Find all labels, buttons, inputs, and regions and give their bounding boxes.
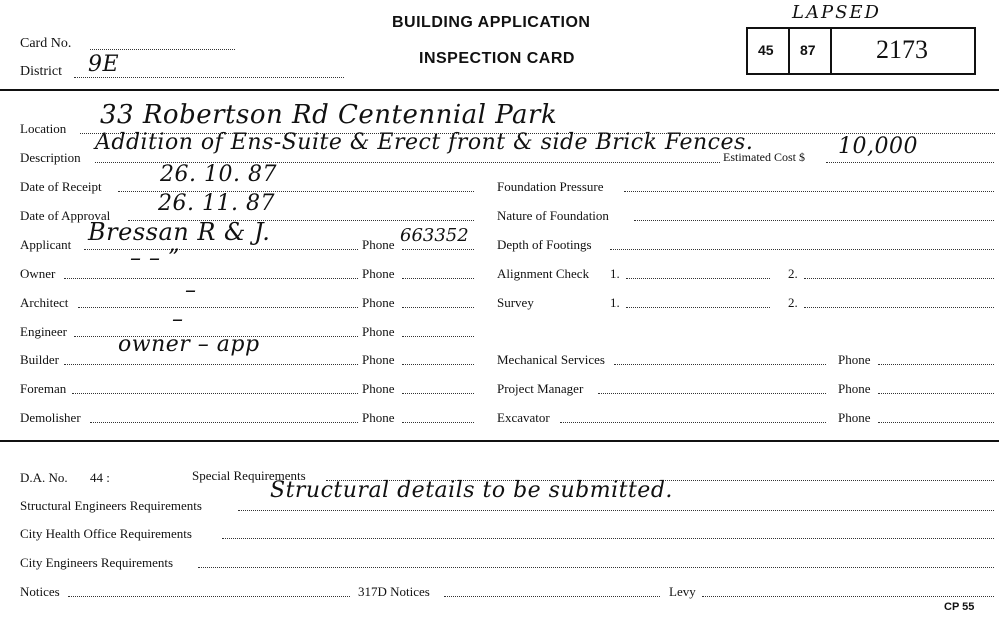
form-code: CP 55 [944, 601, 975, 613]
form-title-line1: BUILDING APPLICATION [392, 14, 591, 31]
date-receipt-label: Date of Receipt [20, 179, 102, 194]
footer-rule [0, 440, 999, 442]
engineer-value: – [172, 307, 184, 332]
architect-value: – [185, 278, 197, 303]
box-cell-2: 87 [800, 42, 816, 58]
project-manager-phone-label: Phone [838, 381, 871, 396]
applicant-phone-line [402, 249, 474, 250]
builder-label: Builder [20, 352, 59, 367]
mechanical-services-line [614, 364, 826, 365]
mechanical-services-phone-label: Phone [838, 352, 871, 367]
mechanical-services-label: Mechanical Services [497, 352, 605, 367]
owner-phone-line [402, 278, 474, 279]
date-receipt-value: 26. 10. 87 [160, 162, 277, 187]
owner-label: Owner [20, 266, 56, 281]
applicant-label: Applicant [20, 237, 72, 252]
box-cell-1: 45 [758, 42, 774, 58]
box-divider-1 [788, 29, 790, 73]
da-no-value: 44 : [90, 470, 110, 485]
demolisher-line [90, 422, 358, 423]
district-value: 9E [88, 52, 120, 77]
foreman-phone-label: Phone [362, 381, 395, 396]
alignment-check-1-line [626, 278, 770, 279]
demolisher-phone-line [402, 422, 474, 423]
alignment-check-1: 1. [610, 266, 620, 281]
location-value: 33 Robertson Rd Centennial Park [100, 100, 558, 130]
owner-line [64, 278, 358, 279]
notices-317d-label: 317D Notices [358, 584, 430, 599]
foreman-phone-line [402, 393, 474, 394]
project-manager-phone-line [878, 393, 994, 394]
description-value: Addition of Ens-Suite & Erect front & side Brick Fences. [95, 130, 754, 155]
project-manager-line [598, 393, 826, 394]
architect-label: Architect [20, 295, 69, 310]
special-requirements-label: Special Requirements [192, 468, 306, 483]
excavator-phone-label: Phone [838, 410, 871, 425]
architect-line [78, 307, 358, 308]
nature-of-foundation-label: Nature of Foundation [497, 208, 609, 223]
structural-label: Structural Engineers Requirements [20, 498, 202, 513]
applicant-phone-label: Phone [362, 237, 395, 252]
location-label: Location [20, 121, 67, 136]
lapsed-note: LAPSED [792, 2, 881, 23]
estimated-cost-value: 10,000 [838, 134, 918, 159]
levy-label: Levy [669, 584, 696, 599]
builder-value: owner – app [118, 332, 260, 357]
depth-of-footings-line [610, 249, 994, 250]
builder-line [64, 364, 358, 365]
project-manager-label: Project Manager [497, 381, 584, 396]
city-health-line [222, 538, 994, 539]
excavator-line [560, 422, 826, 423]
notices-line [68, 596, 350, 597]
notices-317d-line [444, 596, 660, 597]
alignment-check-label: Alignment Check [497, 266, 590, 281]
card-no-label: Card No. [20, 36, 72, 51]
card-number: 2173 [876, 35, 928, 64]
estimated-cost-label: Estimated Cost $ [723, 150, 805, 164]
foundation-pressure-line [624, 191, 994, 192]
structural-value: Structural details to be submitted. [270, 478, 673, 503]
alignment-check-2-line [804, 278, 994, 279]
architect-phone-label: Phone [362, 295, 395, 310]
depth-of-footings-label: Depth of Footings [497, 237, 592, 252]
card-number-box [746, 27, 976, 75]
estimated-cost-line [826, 162, 994, 163]
engineer-phone-label: Phone [362, 324, 395, 339]
form-title-line2: INSPECTION CARD [419, 50, 575, 67]
box-divider-2 [830, 29, 832, 73]
engineer-phone-line [402, 336, 474, 337]
foreman-line [72, 393, 358, 394]
notices-label: Notices [20, 584, 60, 599]
owner-phone-label: Phone [362, 266, 395, 281]
demolisher-phone-label: Phone [362, 410, 395, 425]
applicant-line [84, 249, 358, 250]
engineer-label: Engineer [20, 324, 67, 339]
alignment-check-2: 2. [788, 266, 798, 281]
levy-line [702, 596, 994, 597]
architect-phone-line [402, 307, 474, 308]
foreman-label: Foreman [20, 381, 67, 396]
demolisher-label: Demolisher [20, 410, 81, 425]
survey-1-line [626, 307, 770, 308]
city-health-label: City Health Office Requirements [20, 526, 192, 541]
owner-value: – – ” [130, 246, 180, 271]
district-line [74, 77, 344, 78]
city-engineers-label: City Engineers Requirements [20, 555, 174, 570]
nature-of-foundation-line [634, 220, 994, 221]
survey-label: Survey [497, 295, 534, 310]
da-no-label: D.A. No. [20, 470, 68, 485]
excavator-label: Excavator [497, 410, 550, 425]
header-rule [0, 89, 999, 91]
description-label: Description [20, 150, 81, 165]
survey-2-line [804, 307, 994, 308]
survey-1: 1. [610, 295, 620, 310]
structural-line [238, 510, 994, 511]
builder-phone-label: Phone [362, 352, 395, 367]
card-no-line [90, 49, 235, 50]
date-approval-label: Date of Approval [20, 208, 111, 223]
mechanical-services-phone-line [878, 364, 994, 365]
survey-2: 2. [788, 295, 798, 310]
city-engineers-line [198, 567, 994, 568]
foundation-pressure-label: Foundation Pressure [497, 179, 604, 194]
district-label: District [20, 64, 62, 79]
date-approval-value: 26. 11. 87 [158, 191, 275, 216]
excavator-phone-line [878, 422, 994, 423]
applicant-value: Bressan R & J. [88, 218, 271, 246]
builder-phone-line [402, 364, 474, 365]
applicant-phone-value: 663352 [400, 225, 469, 246]
